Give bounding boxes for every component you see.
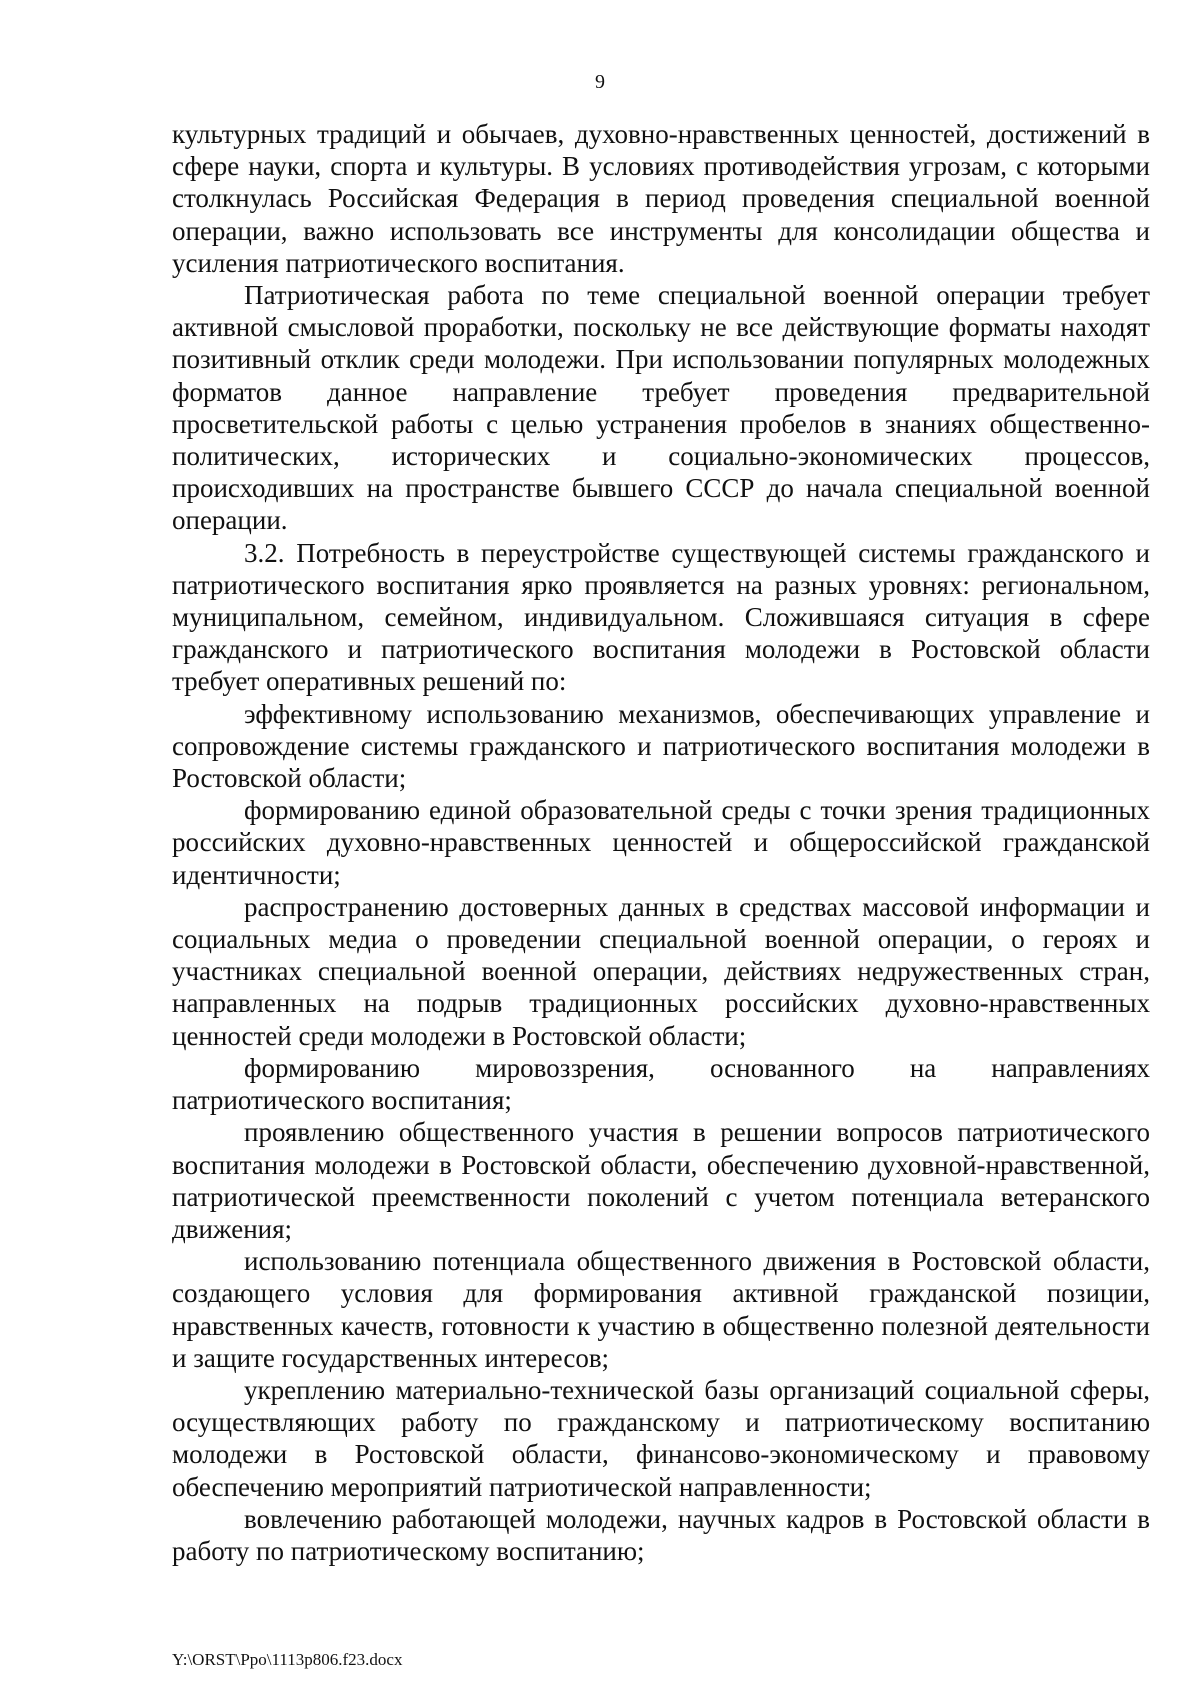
page-number: 9: [595, 71, 605, 93]
footer-file-path: Y:\ORST\Ppo\1113p806.f23.docx: [172, 1650, 403, 1669]
list-item-material-base: укреплению материально-технической базы организаций социальной сферы, осуществляющих работу по гражданскому и патриотическому воспитанию молодежи в Ростовской области, финансово-экономическому и правовому обеспечению мероприятий патриотической направленности;: [172, 1374, 1150, 1502]
paragraph-continued: культурных традиций и обычаев, духовно-нравственных ценностей, достижений в сфере науки, спорта и культуры. В условиях противодействия угрозам, с которыми столкнулась Российская Федерация в период проведения специальной военной операции, важно использовать все инструменты для консолидации общества и усиления патриотического воспитания.: [172, 119, 1150, 278]
list-item-educational-environment: формированию единой образовательной среды с точки зрения традиционных российских духовно-нравственных ценностей и общероссийской гражданской идентичности;: [172, 795, 1150, 890]
list-item-worldview: формированию мировоззрения, основанного на направлениях патриотического воспитания;: [172, 1052, 1150, 1116]
list-item-public-movement: использованию потенциала общественного движения в Ростовской области, создающего условия для формирования активной гражданской позиции, нравственных качеств, готовности к участию в общественно полезной деятельности и защите государственных интересов;: [172, 1246, 1150, 1373]
list-item-working-youth: вовлечению работающей молодежи, научных кадров в Ростовской области в работу по патриотическому воспитанию;: [172, 1503, 1150, 1566]
list-item-media: распространению достоверных данных в средствах массовой информации и социальных медиа о проведении специальной военной операции, о героях и участниках специальной военной операции, действиях недружественных стран, направленных на подрыв традиционных российских духовно-нравственных ценностей среди молодежи в Ростовской области;: [172, 891, 1150, 1051]
list-item-public-participation: проявлению общественного участия в решении вопросов патриотического воспитания молодежи в Ростовской области, обеспечению духовной-нравственной, патриотической преемственности поколений с учетом потенциала ветеранского движения;: [172, 1117, 1150, 1244]
paragraph-section-3-2: 3.2. Потребность в переустройстве существующей системы гражданского и патриотического воспитания ярко проявляется на разных уровнях: региональном, муниципальном, семейном, индивидуальном. Сложившаяся ситуация в сфере гражданского и патриотического воспитания молодежи в Ростовской области требует оперативных решений по:: [172, 537, 1150, 697]
document-body: [172, 118, 1150, 1567]
list-item-management: эффективному использованию механизмов, обеспечивающих управление и сопровождение системы гражданского и патриотического воспитания молодежи в Ростовской области;: [172, 698, 1150, 794]
paragraph-patriotic-work: Патриотическая работа по теме специальной военной операции требует активной смысловой проработки, поскольку не все действующие форматы находят позитивный отклик среди молодежи. При использовании популярных молодежных форматов данное направление требует проведения предварительной просветительской работы с целью устранения пробелов в знаниях общественно-политических, исторических и социально-экономических процессов, происходивших на пространстве бывшего СССР до начала специальной военной операции.: [172, 280, 1150, 536]
